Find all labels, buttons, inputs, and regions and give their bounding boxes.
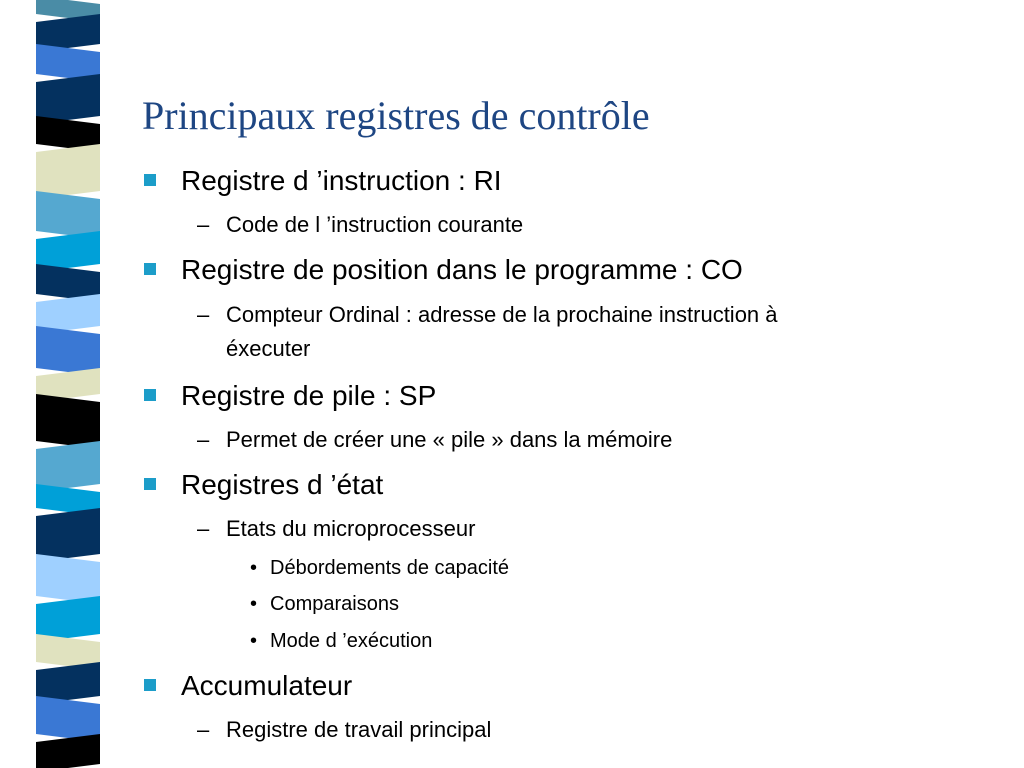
sub-bullet-text: éxecuter bbox=[226, 336, 311, 361]
sub-sub-bullet-item bbox=[250, 591, 399, 617]
sub-bullet-item bbox=[197, 713, 492, 747]
dot-bullet-icon: • bbox=[250, 557, 258, 579]
sub-bullet-continuation bbox=[226, 332, 310, 366]
sub-bullet-item bbox=[197, 298, 778, 332]
sub-bullet-item bbox=[197, 512, 476, 546]
square-bullet-icon bbox=[144, 174, 156, 186]
bullet-text: Registre de position dans le programme : CO bbox=[181, 254, 743, 285]
bullet-text: Registre de pile : SP bbox=[181, 380, 437, 411]
dash-bullet-icon: – bbox=[197, 717, 210, 742]
dash-bullet-icon: – bbox=[197, 302, 210, 327]
sub-bullet-item bbox=[197, 208, 524, 242]
dash-bullet-icon: – bbox=[197, 516, 210, 541]
dash-bullet-icon: – bbox=[197, 212, 210, 237]
sub-sub-bullet-item bbox=[250, 555, 510, 581]
dash-bullet-icon: – bbox=[197, 427, 210, 452]
square-bullet-icon bbox=[144, 679, 156, 691]
bullet-item bbox=[181, 380, 436, 412]
sub-bullet-text: Compteur Ordinal : adresse de la prochaine instruction à bbox=[226, 302, 778, 327]
sub-bullet-text: Code de l ’instruction courante bbox=[226, 212, 524, 237]
slide-title: Principaux registres de contrôle bbox=[142, 93, 650, 138]
sub-bullet-text: Permet de créer une « pile » dans la mémoire bbox=[226, 427, 673, 452]
bullet-text: Registre d ’instruction : RI bbox=[181, 165, 502, 196]
sub-sub-bullet-text: Comparaisons bbox=[270, 593, 399, 615]
bullet-item bbox=[181, 670, 352, 702]
dot-bullet-icon: • bbox=[250, 593, 258, 615]
square-bullet-icon bbox=[144, 389, 156, 401]
bullet-text: Registres d ’état bbox=[181, 469, 384, 500]
sub-bullet-text: Registre de travail principal bbox=[226, 717, 492, 742]
bullet-item bbox=[181, 254, 743, 286]
bullet-item bbox=[181, 469, 383, 501]
sub-sub-bullet-item bbox=[250, 628, 433, 654]
sub-bullet-text: Etats du microprocesseur bbox=[226, 516, 476, 541]
sub-sub-bullet-text: Mode d ’exécution bbox=[270, 630, 433, 652]
sub-bullet-item bbox=[197, 423, 673, 457]
square-bullet-icon bbox=[144, 263, 156, 275]
bullet-text: Accumulateur bbox=[181, 670, 353, 701]
dot-bullet-icon: • bbox=[250, 630, 258, 652]
bullet-item bbox=[181, 165, 502, 197]
sub-sub-bullet-text: Débordements de capacité bbox=[270, 557, 510, 579]
square-bullet-icon bbox=[144, 478, 156, 490]
